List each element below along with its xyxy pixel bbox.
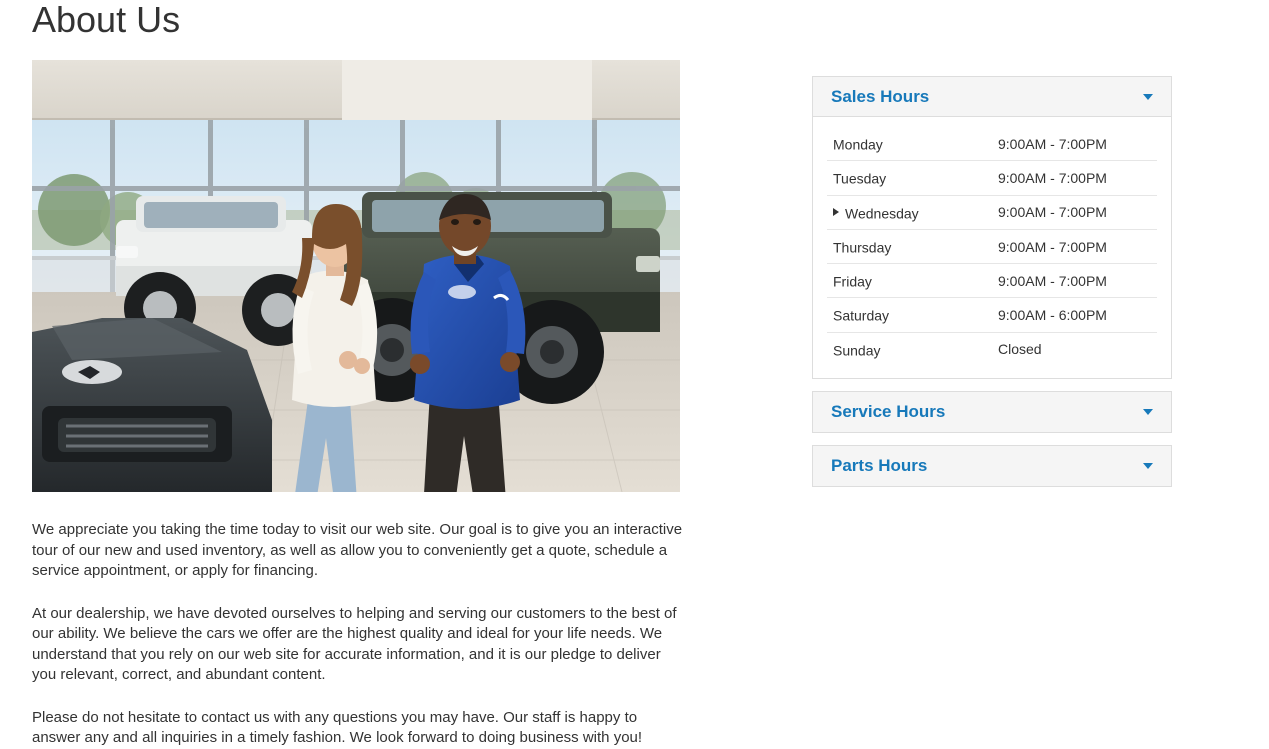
table-row (827, 161, 1157, 195)
chevron-down-icon[interactable] (1143, 94, 1153, 100)
hours-time-cell: 9:00AM - 7:00PM (992, 127, 1157, 161)
table-row (827, 298, 1157, 332)
parts-hours-panel (812, 445, 1172, 487)
service-hours-header[interactable] (813, 392, 1171, 432)
sales-hours-title: Sales Hours (831, 86, 930, 106)
service-hours-panel (812, 391, 1172, 433)
chevron-down-icon[interactable] (1143, 463, 1153, 469)
sales-hours-table (827, 127, 1157, 366)
table-row-today (827, 195, 1157, 229)
table-row (827, 332, 1157, 366)
table-row (827, 229, 1157, 263)
hours-time-cell: Closed (998, 341, 1042, 358)
page-title: About Us (32, 0, 181, 40)
dealership-hero-image (32, 60, 680, 492)
table-row (827, 127, 1157, 161)
hours-sidebar (812, 76, 1172, 499)
hours-time-cell: 9:00AM - 7:00PM (992, 264, 1157, 298)
hours-day-cell: Friday (827, 264, 992, 298)
hours-time-cell: 9:00AM - 7:00PM (992, 161, 1157, 195)
hours-time-cell: 9:00AM - 6:00PM (992, 298, 1157, 332)
chevron-down-icon[interactable] (1143, 409, 1153, 415)
about-paragraph-3: Please do not hesitate to contact us with any questions you may have. Our staff is happy to answer any and all inquiries in a timely fashion. We look forward to doing business with you! (32, 708, 643, 746)
sales-hours-header[interactable] (813, 77, 1171, 117)
hours-day-cell: Monday (827, 127, 992, 161)
main-content-column (32, 60, 683, 749)
hours-day-cell: Thursday (827, 229, 992, 263)
parts-hours-header[interactable] (813, 446, 1171, 486)
about-paragraph-2: At our dealership, we have devoted ourselves to helping and serving our customers to the best of our ability. We believe the cars we offer are the highest quality and ideal for your life needs. We understand that you rely on our web site for accurate information, and it is our pledge to deliver you relevant, correct, and abundant content. (32, 604, 677, 683)
hours-time-cell: 9:00AM - 7:00PM (992, 195, 1157, 229)
hours-day-cell: Tuesday (827, 161, 992, 195)
table-row (827, 264, 1157, 298)
hours-day-cell: Sunday (833, 342, 881, 359)
hours-day-cell: Saturday (827, 298, 992, 332)
about-paragraph-1: We appreciate you taking the time today to visit our web site. Our goal is to give you an interactive tour of our new and used inventory, as well as allow you to conveniently get a quote, schedule a service appointment, or apply for financing. (32, 521, 683, 579)
service-hours-title: Service Hours (831, 402, 946, 422)
hours-time-cell: 9:00AM - 7:00PM (992, 229, 1157, 263)
sales-hours-panel (812, 76, 1172, 379)
hours-day-cell: Wednesday (827, 195, 992, 229)
sales-hours-body (813, 117, 1171, 378)
parts-hours-title: Parts Hours (831, 456, 928, 476)
about-us-body-copy (32, 520, 684, 749)
today-arrow-icon (833, 208, 839, 216)
